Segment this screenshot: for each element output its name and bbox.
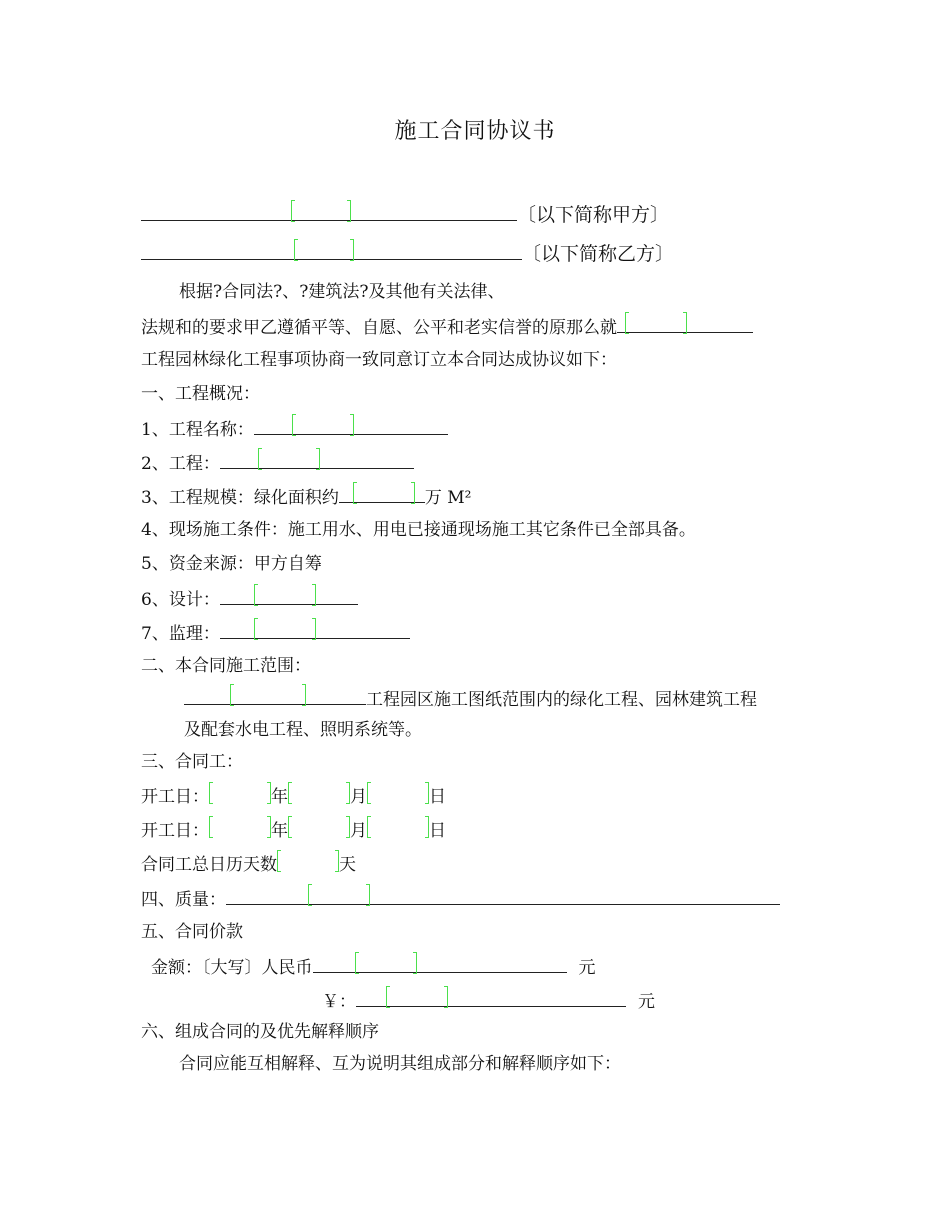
total-days bbox=[141, 852, 356, 876]
item-design-field[interactable] bbox=[254, 586, 316, 605]
start-month-field[interactable] bbox=[288, 784, 350, 802]
item-design bbox=[141, 586, 358, 610]
section-5-heading: 五、合同价款 bbox=[141, 922, 243, 942]
scope-field[interactable] bbox=[230, 686, 306, 705]
intro-line-3: 工程园林绿化工程事项协商一致同意订立本合同达成协议如下： bbox=[141, 350, 617, 370]
party-b-field[interactable] bbox=[294, 241, 354, 260]
section-6-text: 合同应能互相解释、互为说明其组成部分和解释顺序如下： bbox=[179, 1054, 621, 1074]
item-scale-field[interactable] bbox=[353, 484, 415, 503]
section-2-heading: 二、本合同施工范围： bbox=[141, 656, 311, 676]
scope-blank-left[interactable] bbox=[184, 686, 230, 705]
amount-figures-blank-right[interactable] bbox=[448, 988, 626, 1007]
party-b-blank-left[interactable] bbox=[141, 241, 294, 260]
total-days-label: 合同工总日历天数 bbox=[141, 855, 277, 875]
item-scale-unit: 万 M² bbox=[424, 488, 472, 508]
amount-words-blank-right[interactable] bbox=[417, 954, 567, 973]
item-design-blank-left[interactable] bbox=[220, 586, 254, 605]
end-year-field[interactable] bbox=[209, 818, 271, 836]
quality-label: 四、质量： bbox=[141, 890, 226, 910]
end-date bbox=[141, 818, 446, 842]
scope-line-2: 及配套水电工程、照明系统等。 bbox=[184, 720, 422, 740]
item-project-name-field[interactable] bbox=[292, 416, 354, 435]
item-scale-blank-left[interactable] bbox=[339, 484, 353, 503]
amount-figures bbox=[322, 988, 655, 1012]
amount-figures-field[interactable] bbox=[386, 988, 448, 1007]
end-day-field[interactable] bbox=[367, 818, 429, 836]
scope-blank-right[interactable] bbox=[306, 686, 366, 705]
amount-figures-unit: 元 bbox=[638, 992, 655, 1012]
start-day-unit: 日 bbox=[429, 787, 446, 807]
end-year-unit: 年 bbox=[271, 821, 288, 841]
quality-blank-left[interactable] bbox=[226, 886, 308, 905]
item-project-label: 2、工程： bbox=[141, 454, 220, 474]
project-name-field[interactable] bbox=[625, 314, 687, 333]
item-project-name bbox=[141, 416, 448, 440]
item-scale-label: 3、工程规模：绿化面积约 bbox=[141, 488, 339, 508]
party-b-line bbox=[141, 241, 674, 265]
scope-line-1-text: 工程园区施工图纸范围内的绿化工程、园林建筑工程 bbox=[366, 690, 757, 710]
item-funding: 5、资金来源：甲方自筹 bbox=[141, 554, 322, 574]
item-project-blank-right[interactable] bbox=[320, 450, 414, 469]
item-design-blank-right[interactable] bbox=[316, 586, 358, 605]
start-date bbox=[141, 784, 446, 808]
intro-line-1: 根据?合同法?、?建筑法?及其他有关法律、 bbox=[179, 282, 505, 302]
party-a-blank-right[interactable] bbox=[351, 202, 517, 221]
amount-figures-blank-left[interactable] bbox=[356, 988, 386, 1007]
amount-words-blank-left[interactable] bbox=[313, 954, 355, 973]
scope-line-1 bbox=[184, 686, 757, 710]
item-project-blank-left[interactable] bbox=[220, 450, 258, 469]
item-project-name-blank-right[interactable] bbox=[354, 416, 448, 435]
party-a-blank-left[interactable] bbox=[141, 202, 291, 221]
amount-figures-label: ￥： bbox=[322, 992, 356, 1012]
end-date-label: 开工日： bbox=[141, 821, 209, 841]
item-scale bbox=[141, 484, 471, 508]
quality-field[interactable] bbox=[308, 886, 370, 905]
intro-line-2 bbox=[141, 314, 753, 338]
amount-words-field[interactable] bbox=[355, 954, 417, 973]
party-b-blank-right[interactable] bbox=[354, 241, 522, 260]
start-year-field[interactable] bbox=[209, 784, 271, 802]
party-a-field[interactable] bbox=[291, 202, 351, 221]
item-design-label: 6、设计： bbox=[141, 590, 220, 610]
section-3-heading: 三、合同工： bbox=[141, 752, 243, 772]
intro-blank-trail[interactable] bbox=[687, 314, 753, 333]
start-month-unit: 月 bbox=[350, 787, 367, 807]
quality-blank-right[interactable] bbox=[370, 886, 780, 905]
section-6-heading: 六、组成合同的及优先解释顺序 bbox=[141, 1022, 379, 1042]
total-days-field[interactable] bbox=[277, 852, 339, 870]
quality bbox=[141, 886, 780, 910]
item-supervision-blank-left[interactable] bbox=[220, 620, 254, 639]
end-month-field[interactable] bbox=[288, 818, 350, 836]
item-project-field[interactable] bbox=[258, 450, 320, 469]
item-project-name-label: 1、工程名称： bbox=[141, 420, 254, 440]
item-project bbox=[141, 450, 414, 474]
item-project-name-blank-left[interactable] bbox=[254, 416, 292, 435]
amount-words-unit: 元 bbox=[578, 958, 596, 978]
intro-line-2-text: 法规和的要求甲乙遵循平等、自愿、公平和老实信誉的原那么就 bbox=[141, 318, 617, 338]
end-month-unit: 月 bbox=[350, 821, 367, 841]
party-a-line bbox=[141, 202, 669, 226]
intro-blank-lead bbox=[617, 314, 625, 333]
start-day-field[interactable] bbox=[367, 784, 429, 802]
party-b-suffix: 〔以下简称乙方〕 bbox=[522, 243, 675, 265]
total-days-unit: 天 bbox=[339, 855, 356, 875]
start-year-unit: 年 bbox=[271, 787, 288, 807]
item-supervision-field[interactable] bbox=[254, 620, 316, 639]
start-date-label: 开工日： bbox=[141, 787, 209, 807]
section-1-heading: 一、工程概况： bbox=[141, 384, 260, 404]
end-day-unit: 日 bbox=[429, 821, 446, 841]
item-supervision-blank-right[interactable] bbox=[316, 620, 410, 639]
amount-words-label: 金额：〔大写〕人民币 bbox=[151, 958, 313, 978]
item-supervision bbox=[141, 620, 410, 644]
item-scale-blank-right[interactable] bbox=[415, 484, 425, 503]
item-supervision-label: 7、监理： bbox=[141, 624, 220, 644]
item-site-conditions: 4、现场施工条件：施工用水、用电已接通现场施工其它条件已全部具备。 bbox=[141, 520, 696, 540]
document-title: 施工合同协议书 bbox=[394, 119, 556, 144]
party-a-suffix: 〔以下简称甲方〕 bbox=[517, 204, 670, 226]
amount-words bbox=[151, 954, 596, 978]
